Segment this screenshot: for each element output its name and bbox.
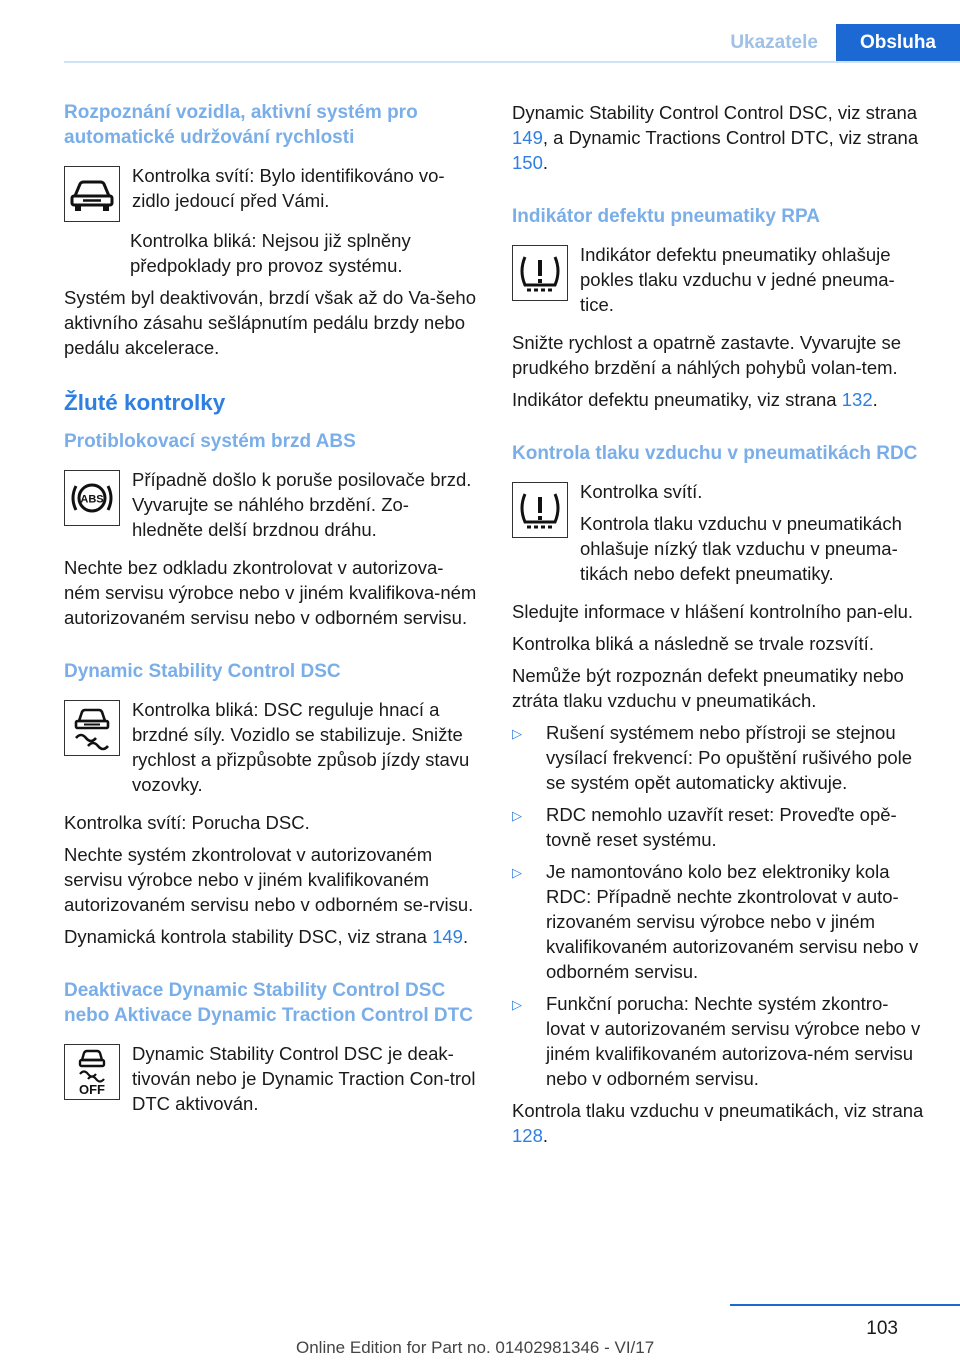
page-link-149-b[interactable]: 149 (512, 127, 543, 148)
rdc-text-2: Kontrola tlaku vzduchu v pneumatikách ohlašuje nízký tlak vzduchu v pneuma-tikách nebo defekt pneumatiky. (580, 513, 902, 584)
bullet-triangle-icon: ▷ (512, 997, 522, 1012)
heading-dsc-deactivation: Deaktivace Dynamic Stability Control DSC nebo Aktivace Dynamic Traction Control DTC (64, 980, 473, 1026)
tab-ukazatele[interactable]: Ukazatele (712, 24, 836, 62)
list-item: ▷ Funkční porucha: Nechte systém zkontro-lovat v autorizovaném servisu výrobce nebo v jiném kvalifikovaném autorizova-ném servisu nebo v odborném servisu. (512, 993, 921, 1089)
abs-indicator-row (64, 467, 479, 549)
vehicle-text-1: Kontrolka svítí: Bylo identifikováno vo-zidlo jedoucí před Vámi. (132, 165, 445, 211)
dsc-skid-icon (64, 700, 120, 756)
right-column (512, 100, 927, 1155)
page-link-149[interactable]: 149 (432, 926, 463, 947)
abs-icon-label: ABS (80, 493, 104, 506)
rdc-text-4: Kontrolka bliká a následně se trvale rozsvítí. (512, 633, 874, 654)
list-item: ▷ Rušení systémem nebo přístroji se stejnou vysílací frekvencí: Po opuštění rušivého pole se systém opět automaticky aktivuje. (512, 722, 913, 793)
vehicle-text-2: Kontrolka bliká: Nejsou již splněny předpoklady pro provoz systému. (130, 230, 411, 276)
rdc-bullet-list (512, 720, 927, 1091)
rdc-text-5: Nemůže být rozpoznán defekt pneumatiky nebo ztráta tlaku vzduchu v pneumatikách. (512, 665, 904, 711)
tire-warning-icon (512, 245, 568, 301)
heading-yellow-indicators: Žluté kontrolky (64, 390, 226, 415)
rpa-text-2: Snižte rychlost a opatrně zastavte. Vyvarujte se prudkého brzdění a náhlých pohybů volan-tem. (512, 332, 902, 378)
heading-rpa: Indikátor defektu pneumatiky RPA (512, 206, 820, 227)
footer-divider (730, 1304, 960, 1306)
left-column (64, 100, 479, 1129)
header-divider (64, 61, 960, 63)
deact-text-1: Dynamic Stability Control DSC je deak-tivován nebo je Dynamic Traction Con-trol DTC aktivován. (132, 1043, 476, 1114)
list-item: ▷ Je namontováno kolo bez elektroniky kola RDC: Případně nechte zkontrolovat v auto-rizovaném servisu výrobce nebo v jiném kvalifikovaném autorizovaném servisu nebo v odborném servisu. (512, 861, 919, 982)
rpa-text-3: Indikátor defektu pneumatiky, viz strana 132. (512, 389, 878, 410)
bullet-triangle-icon: ▷ (512, 726, 522, 741)
rdc-text-end: Kontrola tlaku vzduchu v pneumatikách, viz strana 128. (512, 1100, 924, 1146)
dsc-text-2: Kontrolka svítí: Porucha DSC. (64, 812, 310, 833)
off-icon-label: OFF (79, 1082, 105, 1096)
dsc-off-icon (64, 1044, 120, 1100)
rdc-text-3: Sledujte informace v hlášení kontrolního pan-elu. (512, 601, 914, 622)
dsc-text-4: Dynamická kontrola stability DSC, viz strana 149. (64, 926, 469, 947)
dsc-continuation: Dynamic Stability Control Control DSC, viz strana 149, a Dynamic Tractions Control DTC, viz strana 150. (512, 102, 919, 173)
vehicle-indicator-row (64, 163, 479, 222)
page-link-128[interactable]: 128 (512, 1125, 543, 1146)
heading-abs: Protiblokovací systém brzd ABS (64, 431, 356, 452)
rpa-indicator-row (512, 242, 927, 324)
heading-dsc: Dynamic Stability Control DSC (64, 661, 341, 682)
page-link-150[interactable]: 150 (512, 152, 543, 173)
dsc-off-indicator-row (64, 1041, 479, 1123)
car-front-icon (64, 166, 120, 222)
rpa-text-1: Indikátor defektu pneumatiky ohlašuje pokles tlaku vzduchu v jedné pneuma-tice. (580, 244, 895, 315)
tire-pressure-icon (512, 482, 568, 538)
abs-text-1: Případně došlo k poruše posilovače brzd. Vyvarujte se náhlého brzdění. Zo-hledněte delší brzdnou dráhu. (132, 469, 472, 540)
dsc-text-3: Nechte systém zkontrolovat v autorizovaném servisu výrobce nebo v jiném kvalifikovaném autorizovaném servisu nebo v odborném se-rvisu. (64, 844, 474, 915)
list-item: ▷ RDC nemohlo uzavřít reset: Proveďte opě-tovně reset systému. (512, 804, 897, 850)
tab-obsluha[interactable]: Obsluha (836, 24, 960, 62)
rdc-indicator-row (512, 479, 927, 593)
heading-vehicle-detection: Rozpoznání vozidla, aktivní systém pro automatické udržování rychlosti (64, 102, 418, 148)
dsc-indicator-row (64, 697, 479, 804)
page-number: 103 (866, 1318, 898, 1339)
abs-icon (64, 470, 120, 526)
footer-edition: Online Edition for Part no. 01402981346 - VI/17 (296, 1338, 655, 1357)
vehicle-text-3: Systém byl deaktivován, brzdí však až do Va-šeho aktivního zásahu sešlápnutím pedálu brzdy nebo pedálu akcelerace. (64, 287, 476, 358)
page-link-132[interactable]: 132 (841, 389, 873, 410)
bullet-triangle-icon: ▷ (512, 808, 522, 823)
header-tabs (712, 24, 960, 62)
abs-text-2: Nechte bez odkladu zkontrolovat v autorizova-ném servisu výrobce nebo v jiném kvalifikova-ném autorizovaném servisu nebo v odborném servisu. (64, 557, 477, 628)
rdc-text-1: Kontrolka svítí. (580, 481, 703, 502)
dsc-text-1: Kontrolka bliká: DSC reguluje hnací a brzdné síly. Vozidlo se stabilizuje. Snižte rychlost a přizpůsobte způsob jízdy stavu vozovky. (132, 699, 470, 795)
bullet-triangle-icon: ▷ (512, 865, 522, 880)
heading-rdc: Kontrola tlaku vzduchu v pneumatikách RDC (512, 443, 918, 464)
